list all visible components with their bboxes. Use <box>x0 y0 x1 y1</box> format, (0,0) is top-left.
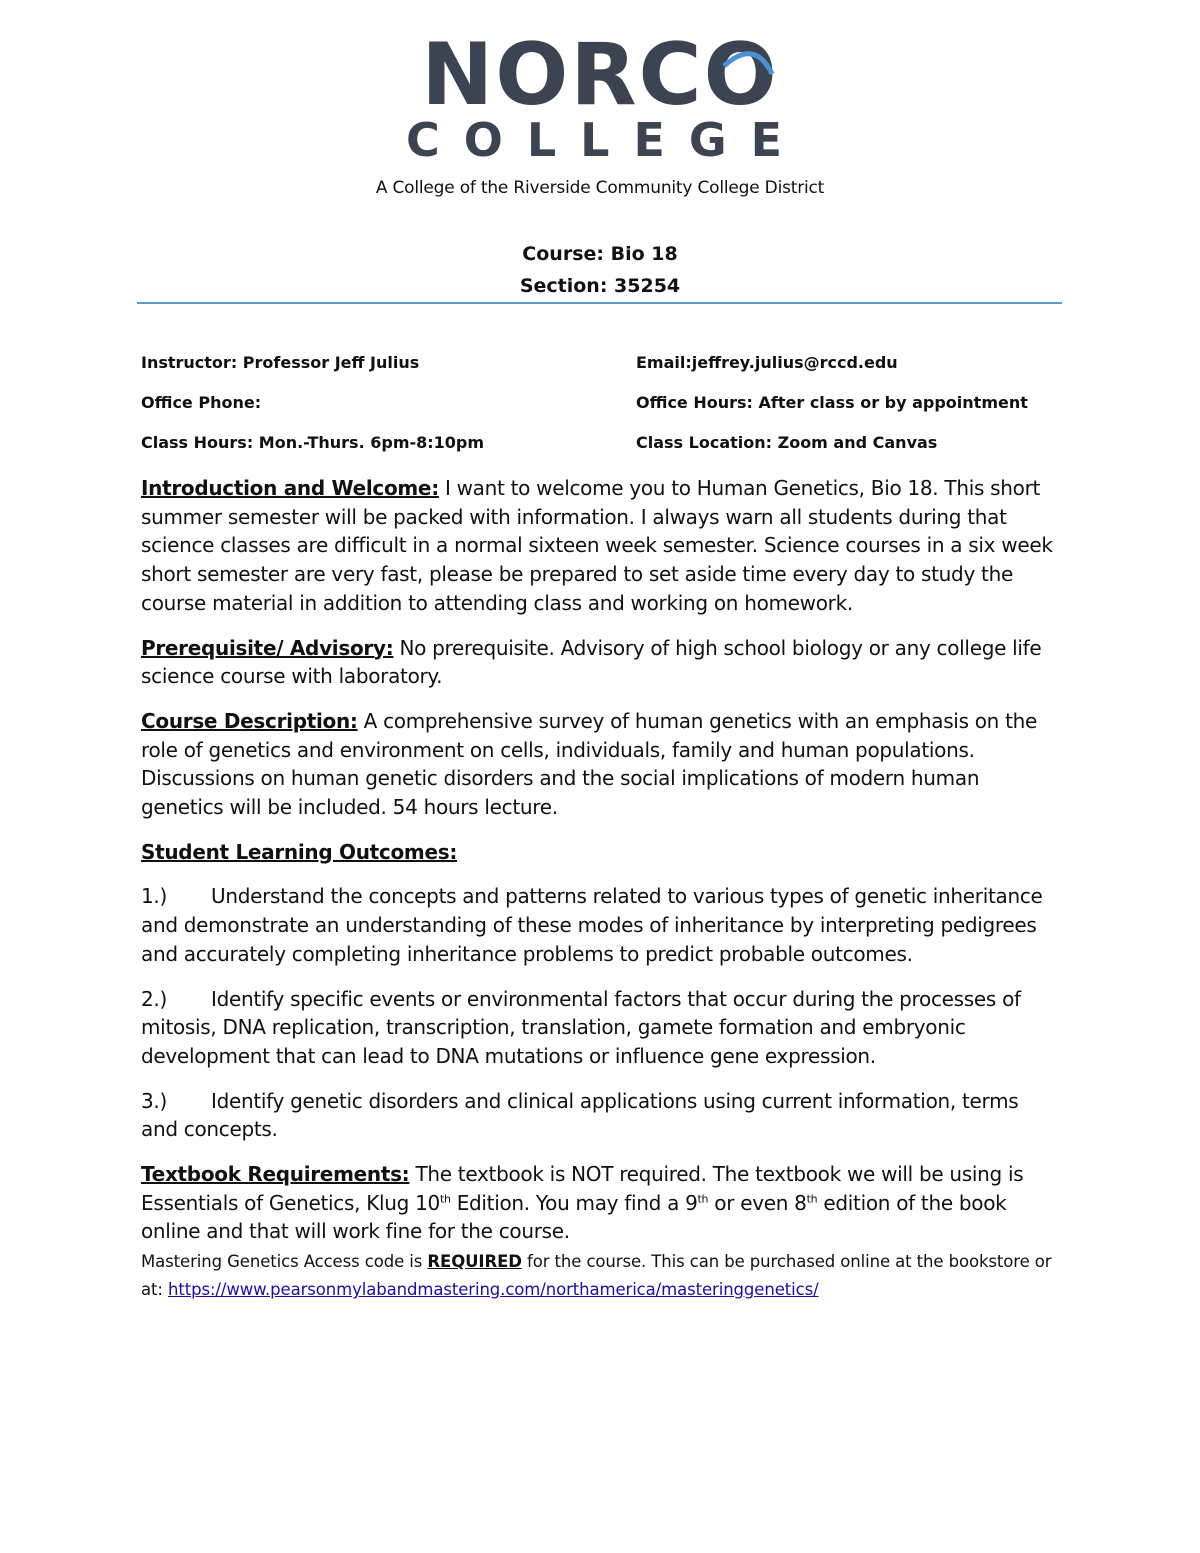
outcome-text: Identify specific events or environmental factors that occur during the processes of mitosis, DNA replication, transcription, translation, gamete formation and embryonic development that can lead to DNA mutations or influence gene expression. <box>141 986 1021 1068</box>
mastering-paragraph <box>141 1248 1061 1304</box>
class-hours-info: Class Hours: Mon.-Thurs. 6pm-8:10pm <box>141 433 485 452</box>
textbook-text: or even 8 <box>708 1190 807 1215</box>
description-text: A comprehensive survey of human genetics with an emphasis on the role of genetics and environment on cells, individuals, family and human populations. Discussions on human genetic disorders and the social implications of modern human genetics will be included. 54 hours lecture. <box>141 708 1038 820</box>
course-title: Course: Bio 18 <box>522 243 678 265</box>
description-label: Course Description: <box>141 708 358 733</box>
office-hours-info: Office Hours: After class or by appointment <box>636 393 1028 412</box>
textbook-text: The textbook is NOT required. The textbook we will be using is Essentials of Genetics, Klug 10 <box>141 1162 1024 1215</box>
ordinal-suffix: th <box>806 1192 818 1206</box>
mastering-genetics-link[interactable]: https://www.pearsonmylabandmastering.com/northamerica/masteringgenetics/ <box>168 1280 819 1300</box>
section-title: Section: 35254 <box>519 275 681 297</box>
logo-top-text: NORCO <box>421 25 779 125</box>
outcome-item <box>141 882 1061 968</box>
ordinal-suffix: th <box>697 1192 709 1206</box>
syllabus-content <box>141 474 1061 1304</box>
outcome-text: Identify genetic disorders and clinical applications using current information, terms and concepts. <box>141 1088 1019 1142</box>
prereq-paragraph <box>141 634 1061 691</box>
prereq-label: Prerequisite/ Advisory: <box>141 635 394 660</box>
outcome-number: 3.) <box>141 1088 167 1113</box>
textbook-text: Edition. You may find a 9 <box>450 1190 698 1215</box>
class-location-info: Class Location: Zoom and Canvas <box>636 433 938 452</box>
ordinal-suffix: th <box>439 1192 451 1206</box>
mastering-text: Mastering Genetics Access code is <box>141 1252 428 1272</box>
logo-graphic <box>360 18 840 168</box>
prereq-text: No prerequisite. Advisory of high school biology or any college life science course with laboratory. <box>141 635 1042 689</box>
intro-paragraph <box>141 474 1061 618</box>
outcomes-label: Student Learning Outcomes: <box>141 839 458 864</box>
textbook-text: edition of the book online and that will work fine for the course. <box>141 1190 1007 1244</box>
header-divider <box>137 302 1062 304</box>
office-phone-info: Office Phone: <box>141 393 262 412</box>
outcome-item <box>141 985 1061 1071</box>
norco-college-logo <box>360 18 840 168</box>
college-subtitle: A College of the Riverside Community College District <box>375 178 825 198</box>
description-paragraph <box>141 707 1061 822</box>
intro-label: Introduction and Welcome: <box>141 476 439 500</box>
textbook-paragraph <box>141 1160 1061 1246</box>
textbook-label: Textbook Requirements: <box>141 1162 410 1187</box>
email-info: Email:jeffrey.julius@rccd.edu <box>636 353 898 372</box>
outcome-number: 1.) <box>141 884 167 909</box>
outcome-item <box>141 1087 1061 1144</box>
instructor-info: Instructor: Professor Jeff Julius <box>141 353 420 372</box>
outcomes-heading <box>141 838 1061 867</box>
outcome-text: Understand the concepts and patterns related to various types of genetic inheritance and demonstrate an understanding of these modes of inheritance by interpreting pedigrees and accurately completing inheritance problems to predict probable outcomes. <box>141 884 1043 966</box>
intro-text: I want to welcome you to Human Genetics, Bio 18. This short summer semester will be packed with information. I always warn all students during that science classes are difficult in a normal sixteen week semester. Science courses in a six week short semester are very fast, please be prepared to set aside time every day to study the course material in addition to attending class and working on homework. <box>141 476 1053 615</box>
mastering-text: for the course. This can be purchased online at the bookstore or at: <box>141 1252 1052 1300</box>
outcome-number: 2.) <box>141 986 167 1011</box>
logo-bottom-text: COLLEGE <box>405 113 807 167</box>
required-emphasis: REQUIRED <box>427 1252 522 1272</box>
